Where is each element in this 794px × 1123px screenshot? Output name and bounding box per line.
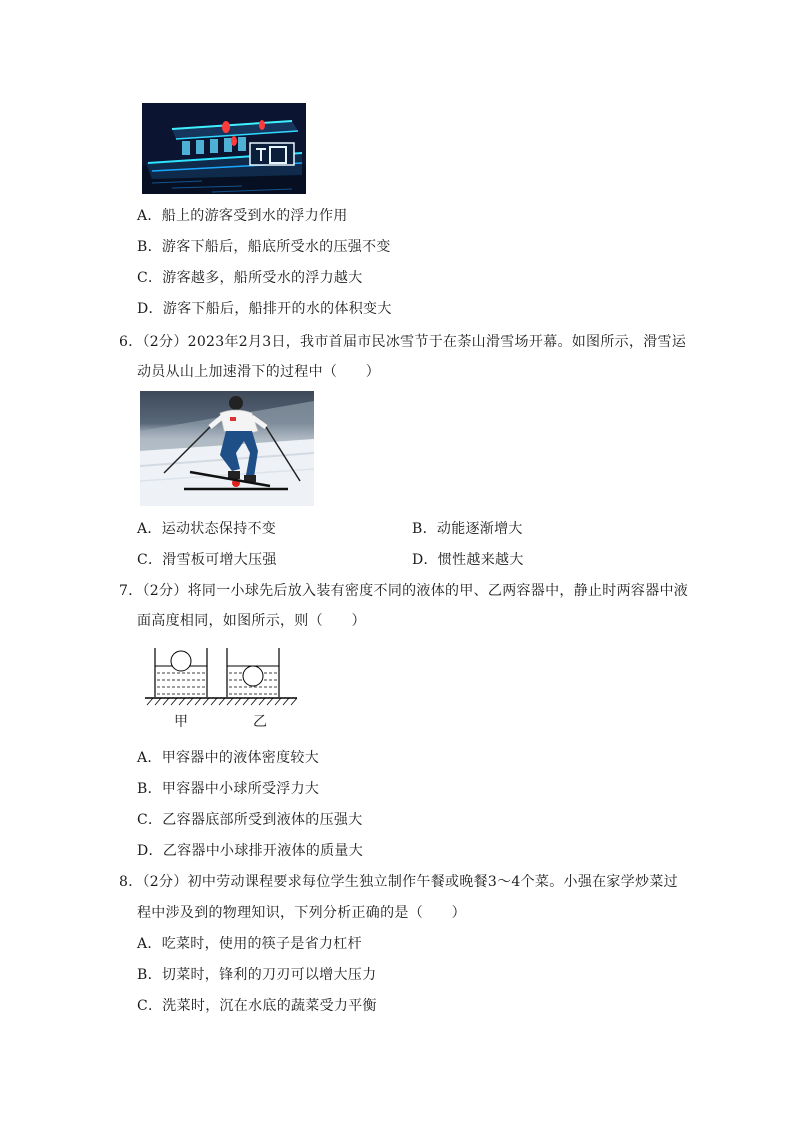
q7-stem-line2: 面高度相同，如图所示，则（ ） bbox=[137, 613, 366, 629]
two-containers-diagram bbox=[143, 645, 299, 731]
q6-option-d: D．惯性越来越大 bbox=[412, 552, 524, 568]
q6-option-b: B．动能逐渐增大 bbox=[412, 521, 523, 537]
q5-option-b: B．游客下船后，船底所受水的压强不变 bbox=[137, 239, 391, 255]
container-label-yi: 乙 bbox=[253, 714, 268, 730]
skier-illustration bbox=[140, 391, 314, 506]
q7-option-a: A．甲容器中的液体密度较大 bbox=[137, 750, 320, 766]
q5-option-d: D．游客下船后，船排开的水的体积变大 bbox=[137, 301, 392, 317]
q8-option-b: B．切菜时，锋利的刀刃可以增大压力 bbox=[137, 967, 377, 983]
q6-option-a: A．运动状态保持不变 bbox=[137, 521, 277, 537]
q6-option-c: C．滑雪板可增大压强 bbox=[137, 552, 277, 568]
q8-stem-line1: 8．（2分）初中劳动课程要求每位学生独立制作午餐或晚餐3～4个菜。小强在家学炒菜过 bbox=[119, 874, 678, 890]
river-boat-photo bbox=[142, 103, 306, 194]
q8-option-a: A．吃菜时，使用的筷子是省力杠杆 bbox=[137, 936, 362, 952]
q7-option-b: B．甲容器中小球所受浮力大 bbox=[137, 781, 320, 797]
container-yi bbox=[227, 648, 279, 697]
q7-option-d: D．乙容器中小球排开液体的质量大 bbox=[137, 843, 364, 859]
q5-option-a: A．船上的游客受到水的浮力作用 bbox=[137, 208, 348, 224]
q5-option-c: C．游客越多，船所受水的浮力越大 bbox=[137, 270, 363, 286]
q6-stem-line2: 动员从山上加速滑下的过程中（ ） bbox=[137, 364, 381, 380]
q7-stem-line1: 7．（2分）将同一小球先后放入装有密度不同的液体的甲、乙两容器中，静止时两容器中液 bbox=[119, 583, 689, 599]
container-jia bbox=[155, 648, 207, 697]
skier-photo bbox=[140, 391, 314, 506]
q6-stem-line1: 6．（2分）2023年2月3日，我市首届市民冰雪节于在荼山滑雪场开幕。如图所示，滑雪运 bbox=[119, 334, 687, 350]
q8-stem-line2: 程中涉及到的物理知识，下列分析正确的是（ ） bbox=[137, 905, 466, 921]
containers-svg bbox=[143, 645, 299, 731]
container-label-jia: 甲 bbox=[174, 714, 189, 730]
q8-option-c: C．洗菜时，沉在水底的蔬菜受力平衡 bbox=[137, 998, 377, 1014]
q7-option-c: C．乙容器底部所受到液体的压强大 bbox=[137, 812, 363, 828]
boat-illustration bbox=[142, 103, 306, 194]
